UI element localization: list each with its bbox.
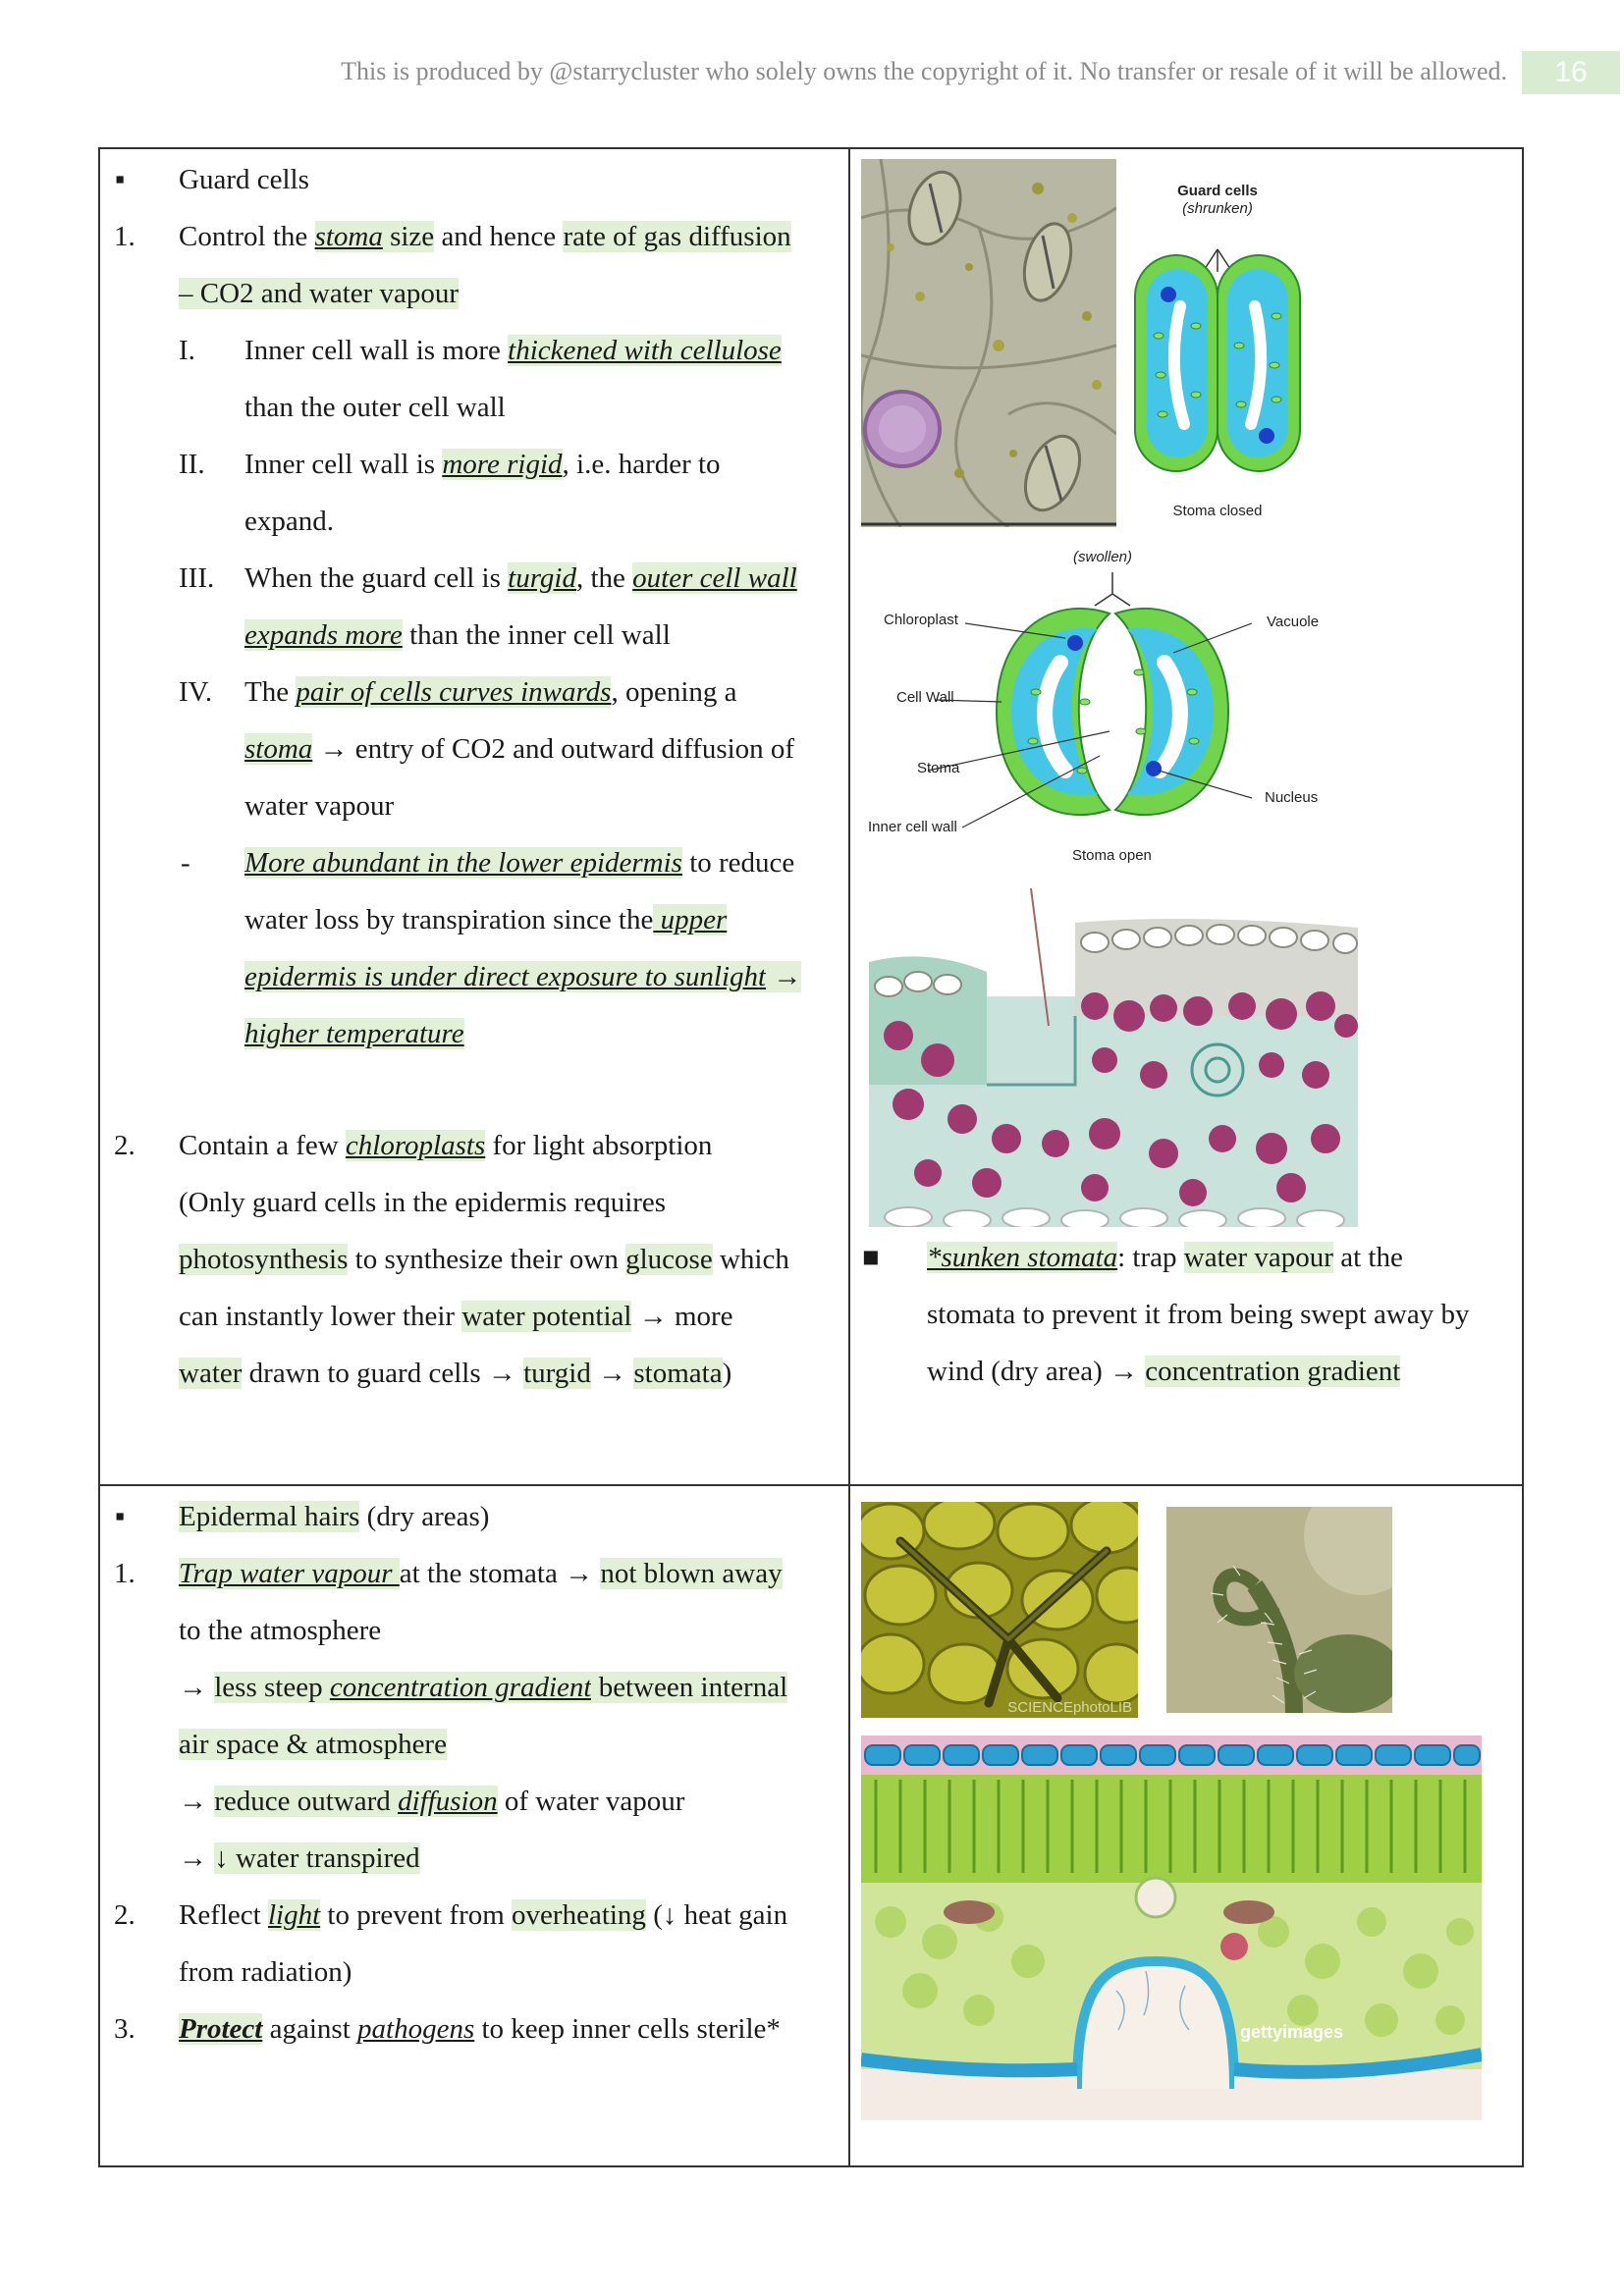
list-item: stomata to prevent it from being swept away by (927, 1299, 1470, 1330)
guard-cells-heading: Guard cells (179, 164, 309, 195)
stoma-closed-diagram (1119, 179, 1316, 532)
vacuole-label: Vacuole (1267, 614, 1320, 630)
roman-numeral: III. (179, 562, 215, 594)
list-item: expand. (244, 506, 334, 537)
list-item: to the atmosphere (179, 1615, 382, 1646)
list-item: → reduce outward diffusion of water vapour (179, 1786, 685, 1817)
roman-numeral: IV. (179, 676, 213, 708)
table-row-divider (98, 1484, 1524, 1486)
list-item: water vapour (244, 790, 395, 822)
list-item: higher temperature (244, 1018, 464, 1049)
list-item: → less steep concentration gradient between internal (179, 1672, 788, 1703)
list-item: can instantly lower their water potential → more (179, 1301, 733, 1332)
copyright-header: This is produced by @starrycluster who solely owns the copyright of it. No transfer or resale of it will be allowed. (341, 57, 1507, 85)
cell-wall-label: Cell Wall (896, 689, 954, 706)
epidermal-hairs-heading: Epidermal hairs (dry areas) (179, 1501, 490, 1532)
epidermis-micrograph (861, 159, 1116, 527)
list-number: 2. (114, 1899, 135, 1931)
inner-cell-wall-label: Inner cell wall (868, 819, 957, 835)
page-number: 16 (1522, 51, 1620, 94)
list-item: When the guard cell is turgid, the outer cell wall (244, 562, 797, 594)
list-number: 2. (114, 1130, 135, 1161)
list-item: → ↓ water transpired (179, 1842, 420, 1874)
list-item: from radiation) (179, 1956, 352, 1988)
table-column-divider (848, 147, 850, 2167)
leaf-cross-section-image (861, 1735, 1482, 2120)
chloroplast-label: Chloroplast (884, 612, 958, 628)
square-bullet-icon: ▪ (115, 164, 126, 195)
list-item: Trap water vapour at the stomata → not blown away (179, 1558, 783, 1589)
list-item: Control the stoma size and hence rate of gas diffusion (179, 221, 791, 252)
stoma-closed-label: Stoma closed (1172, 503, 1263, 519)
list-item: wind (dry area) → concentration gradient (927, 1356, 1401, 1387)
roman-numeral: I. (179, 335, 195, 366)
list-item: stoma → entry of CO2 and outward diffusion of (244, 733, 795, 765)
stoma-open-label: Stoma open (1072, 847, 1152, 864)
dash-marker: - (181, 847, 190, 879)
list-item: Protect against pathogens to keep inner cells sterile* (179, 2013, 781, 2045)
list-item: than the outer cell wall (244, 392, 506, 423)
list-number: 3. (114, 2013, 135, 2045)
list-number: 1. (114, 1558, 135, 1589)
list-item: The pair of cells curves inwards, opening a (244, 676, 737, 708)
list-item: water drawn to guard cells → turgid → stomata) (179, 1358, 732, 1389)
list-item: expands more than the inner cell wall (244, 619, 671, 651)
hairy-stem-photo (1166, 1507, 1392, 1713)
roman-numeral: II. (179, 449, 205, 480)
list-number: 1. (114, 221, 135, 252)
sunken-stomata-micrograph (869, 888, 1358, 1227)
list-item: (Only guard cells in the epidermis requires (179, 1187, 667, 1218)
list-item: Reflect light to prevent from overheating (↓ heat gain (179, 1899, 788, 1931)
list-item: More abundant in the lower epidermis to reduce (244, 847, 795, 879)
list-item: epidermis is under direct exposure to sunlight → (244, 961, 802, 992)
swollen-label: (swollen) (1073, 549, 1133, 565)
science-photo-watermark: SCIENCEphotoLIB (1007, 1699, 1132, 1716)
list-item: Inner cell wall is more thickened with cellulose (244, 335, 782, 366)
shrunken-label: (shrunken) (1182, 200, 1253, 217)
list-item: water loss by transpiration since the upper (244, 904, 728, 935)
square-bullet-icon: ▪ (115, 1501, 126, 1532)
list-item: Contain a few chloroplasts for light absorption (179, 1130, 713, 1161)
list-item: air space & atmosphere (179, 1729, 447, 1760)
getty-images-watermark: gettyimages (1240, 2022, 1344, 2042)
nucleus-label: Nucleus (1265, 789, 1319, 806)
list-item: – CO2 and water vapour (179, 278, 460, 309)
trichome-sem-image (861, 1502, 1138, 1718)
list-item: *sunken stomata: trap water vapour at the (927, 1242, 1403, 1273)
list-item: photosynthesis to synthesize their own glucose which (179, 1244, 789, 1275)
list-item: Inner cell wall is more rigid, i.e. harder to (244, 449, 721, 480)
stoma-open-diagram (864, 545, 1355, 879)
square-bullet-icon: ■ (862, 1242, 880, 1273)
guard-cells-label: Guard cells (1177, 183, 1258, 199)
stoma-label: Stoma (917, 760, 960, 776)
